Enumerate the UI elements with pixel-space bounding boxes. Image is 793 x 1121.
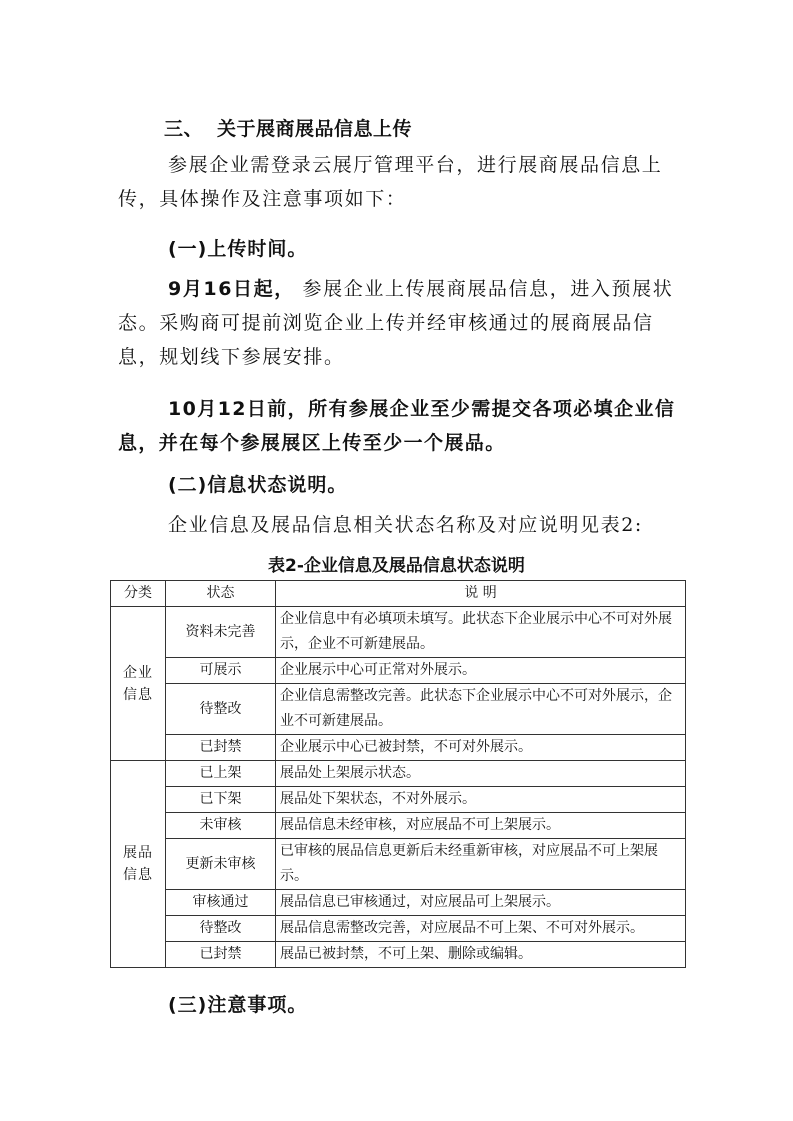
- section-heading: [164, 114, 412, 141]
- header-description: 说 明: [276, 581, 686, 607]
- desc-cell: 展品已被封禁，不可上架、删除或编辑。: [276, 942, 686, 968]
- category-company: 企业信息: [111, 607, 166, 761]
- state-cell: 更新未审核: [166, 839, 276, 890]
- table-row: [111, 735, 686, 761]
- category-exhibit: 展品信息: [111, 761, 166, 968]
- subsection-upload-time: (一)上传时间。: [168, 238, 308, 260]
- table-row: [111, 761, 686, 787]
- desc-cell: 企业信息需整改完善。此状态下企业展示中心不可对外展示，企业不可新建展品。: [276, 684, 686, 735]
- intro-paragraph: 参展企业需登录云展厅管理平台，进行展商展品信息上传，具体操作及注意事项如下：: [118, 154, 663, 210]
- state-cell: 待整改: [166, 684, 276, 735]
- desc-cell: 展品处下架状态，不对外展示。: [276, 787, 686, 813]
- state-cell: 已封禁: [166, 735, 276, 761]
- paragraph-sep16: [118, 272, 678, 374]
- table-row: [111, 890, 686, 916]
- state-cell: 已封禁: [166, 942, 276, 968]
- desc-cell: 展品信息需整改完善，对应展品不可上架、不可对外展示。: [276, 916, 686, 942]
- state-cell: 待整改: [166, 916, 276, 942]
- table-row: [111, 839, 686, 890]
- table-caption: 表2-企业信息及展品信息状态说明: [268, 556, 525, 576]
- table-row: [111, 607, 686, 658]
- table-row: [111, 813, 686, 839]
- state-cell: 资料未完善: [166, 607, 276, 658]
- table-header-row: [111, 581, 686, 607]
- section-title: 关于展商展品信息上传: [217, 118, 413, 140]
- paragraph-sep16-text: 参展企业上传展商展品信息，进入预展状态。采购商可提前浏览企业上传并经审核通过的展商展品信息，规划线下参展安排。: [118, 278, 674, 368]
- state-cell: 审核通过: [166, 890, 276, 916]
- table-row: [111, 658, 686, 684]
- state-cell: 已上架: [166, 761, 276, 787]
- desc-cell: 已审核的展品信息更新后未经重新审核，对应展品不可上架展示。: [276, 839, 686, 890]
- desc-cell: 展品信息未经审核，对应展品不可上架展示。: [276, 813, 686, 839]
- state-cell: 未审核: [166, 813, 276, 839]
- subsection-status: (二)信息状态说明。: [168, 474, 348, 496]
- paragraph-oct12: 10月12日前，所有参展企业至少需提交各项必填企业信息，并在每个参展展区上传至少一个展品。: [118, 398, 676, 454]
- desc-cell: 展品处上架展示状态。: [276, 761, 686, 787]
- section-number: 三、: [164, 118, 204, 140]
- table-intro: 企业信息及展品信息相关状态名称及对应说明见表2:: [168, 514, 643, 536]
- table-row: [111, 787, 686, 813]
- desc-cell: 企业展示中心可正常对外展示。: [276, 658, 686, 684]
- desc-cell: 企业展示中心已被封禁，不可对外展示。: [276, 735, 686, 761]
- table-row: [111, 942, 686, 968]
- desc-cell: 展品信息已审核通过，对应展品可上架展示。: [276, 890, 686, 916]
- header-state: 状态: [166, 581, 276, 607]
- header-category: 分类: [111, 581, 166, 607]
- subsection-notes: (三)注意事项。: [168, 994, 308, 1016]
- status-table: [110, 580, 686, 968]
- state-cell: 已下架: [166, 787, 276, 813]
- table-row: [111, 684, 686, 735]
- table-row: [111, 916, 686, 942]
- desc-cell: 企业信息中有必填项未填写。此状态下企业展示中心不可对外展示，企业不可新建展品。: [276, 607, 686, 658]
- date-sep16: 9月16日起，: [168, 278, 295, 300]
- state-cell: 可展示: [166, 658, 276, 684]
